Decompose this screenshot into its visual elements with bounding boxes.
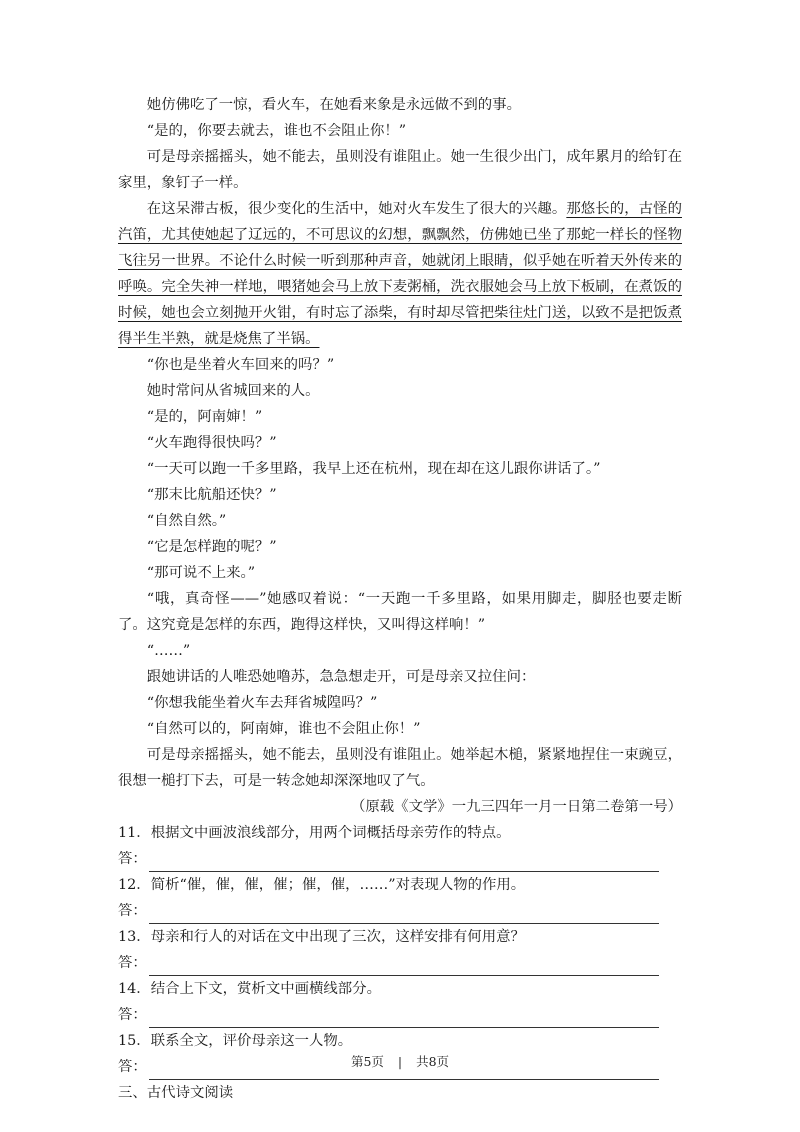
dialogue-line: “它是怎样跑的呢？” — [146, 539, 277, 555]
dialogue-line: “那可说不上来。” — [146, 565, 256, 581]
dialogue-line: “火车跑得很快吗？” — [146, 435, 277, 451]
answer-line-12[interactable] — [149, 905, 659, 924]
dialogue-line: “一天可以跑一千多里路，我早上还在杭州，现在却在这儿跟你讲话了。” — [146, 461, 601, 477]
question-15: 15．联系全文，评价母亲这一人物。 — [118, 1033, 353, 1049]
dialogue-line: “哦，真奇怪——”她感叹着说：“一天跑一千多里路，如果用脚走，脚胫也要走断了。这究竟是怎样的东西，跑得这样快，又叫得这样响！” — [118, 591, 682, 633]
question-12: 12．简析“催，催，催，催；催，催，……”对表现人物的作用。 — [118, 877, 526, 893]
dialogue-line: 跟她讲话的人唯恐她噜苏，急急想走开，可是母亲又拉住问： — [146, 669, 536, 685]
answer-row — [118, 898, 682, 924]
answer-row — [118, 950, 682, 976]
dialogue-line: “自然可以的，阿南婶，谁也不会阻止你！” — [146, 721, 421, 737]
underlined-passage: 那悠长的，古怪的汽笛，尤其使她起了辽远的，不可思议的幻想，飘飘然，仿佛她已坐了那蛇一样长的怪物飞往另一世界。不论什么时候一听到那种声音，她就闭上眼睛，似乎她在听着天外传来的呼唤。完全失神一样地，喂猪她会马上放下麦粥桶，洗衣服她会马上放下板刷，在煮饭的时候，她也会立刻抛开火钳，有时忘了添柴，有时却尽管把柴往灶门送，以致不是把饭煮得半生半熟，就是烧焦了半锅。 — [118, 201, 682, 347]
answer-row — [118, 846, 682, 872]
dialogue-line: 可是母亲摇摇头，她不能去，虽则没有谁阻止。她举起木槌，紧紧地捏住一束豌豆，很想一槌打下去，可是一转念她却深深地叹了气。 — [118, 747, 682, 789]
answer-line-14[interactable] — [149, 1009, 659, 1028]
page-total: 共8页 — [416, 1054, 450, 1069]
dialogue-line: “是的，阿南婶！” — [146, 409, 263, 425]
answer-label: 答： — [118, 955, 147, 971]
answer-label: 答： — [118, 903, 147, 919]
answer-label: 答： — [118, 1007, 147, 1023]
answer-label: 答： — [118, 851, 147, 867]
section-heading: 三、古代诗文阅读 — [118, 1085, 234, 1101]
question-block — [118, 820, 682, 1080]
question-11: 11．根据文中画波浪线部分，用两个词概括母亲劳作的特点。 — [118, 825, 511, 841]
dialogue-line: “那末比航船还快？” — [146, 487, 277, 503]
answer-line-13[interactable] — [149, 957, 659, 976]
page-footer — [0, 1052, 800, 1070]
underlined-paragraph — [118, 196, 682, 352]
paragraph-lead: 在这呆滞古板，很少变化的生活中，她对火车发生了很大的兴趣。 — [146, 201, 567, 217]
reading-passage — [118, 92, 682, 1106]
footer-separator: | — [397, 1054, 403, 1069]
source-note: （原载《文学》一九三四年一月一日第二卷第一号） — [351, 799, 682, 815]
paragraph: 可是母亲摇摇头，她不能去，虽则没有谁阻止。她一生很少出门，成年累月的给钉在家里，象钉子一样。 — [118, 149, 682, 191]
question-14: 14．结合上下文，赏析文中画横线部分。 — [118, 981, 381, 997]
answer-row — [118, 1002, 682, 1028]
answer-label: 答： — [118, 1059, 147, 1075]
paragraph: 她仿佛吃了一惊，看火车，在她看来象是永远做不到的事。 — [146, 97, 521, 113]
dialogue-line: “……” — [146, 643, 191, 659]
dialogue-line: 她时常问从省城回来的人。 — [146, 383, 320, 399]
dialogue-line: “你想我能坐着火车去拜省城隍吗？” — [146, 695, 378, 711]
question-13: 13．母亲和行人的对话在文中出现了三次，这样安排有何用意？ — [118, 929, 525, 945]
dialogue-line: “你也是坐着火车回来的吗？” — [146, 357, 335, 373]
page-number: 第5页 — [350, 1054, 384, 1069]
paragraph: “是的，你要去就去，谁也不会阻止你！” — [146, 123, 407, 139]
dialogue-line: “自然自然。” — [146, 513, 227, 529]
answer-line-11[interactable] — [149, 853, 659, 872]
